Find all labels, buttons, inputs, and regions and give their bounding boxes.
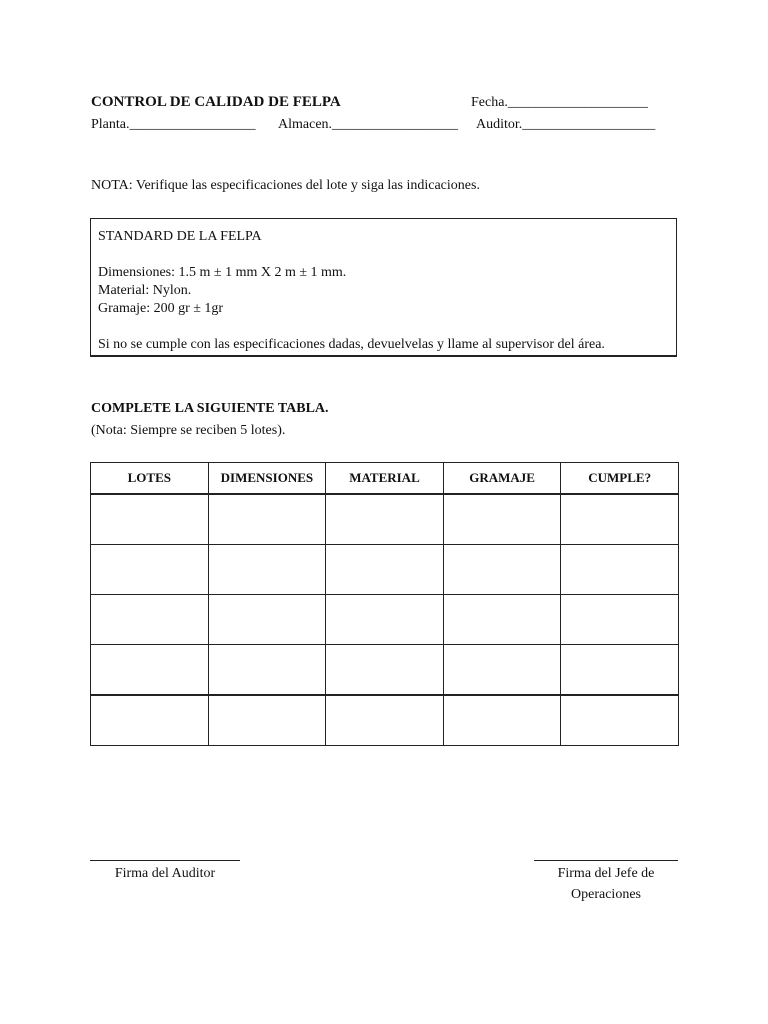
fecha-field[interactable]: Fecha.____________________ — [471, 95, 648, 110]
table-row — [91, 494, 679, 545]
auditor-signature-line[interactable] — [90, 860, 240, 861]
table-cell[interactable] — [208, 545, 326, 595]
table-cell[interactable] — [326, 545, 444, 595]
table-section-note: (Nota: Siempre se reciben 5 lotes). — [91, 423, 286, 438]
table-cell[interactable] — [91, 695, 209, 746]
almacen-field[interactable]: Almacen.__________________ — [278, 117, 459, 132]
table-cell[interactable] — [326, 595, 444, 645]
nota-text: NOTA: Verifique las especificaciones del lote y siga las indicaciones. — [91, 178, 480, 193]
jefe-signature-line[interactable] — [534, 860, 678, 861]
form-title: CONTROL DE CALIDAD DE FELPA — [91, 94, 341, 110]
table-row — [91, 645, 679, 696]
table-section-title: COMPLETE LA SIGUIENTE TABLA. — [91, 401, 329, 416]
table-cell[interactable] — [208, 595, 326, 645]
table-cell[interactable] — [443, 695, 561, 746]
table-row — [91, 545, 679, 595]
table-cell[interactable] — [561, 545, 679, 595]
table-cell[interactable] — [208, 494, 326, 545]
table-cell[interactable] — [326, 695, 444, 746]
table-cell[interactable] — [208, 695, 326, 746]
table-cell[interactable] — [91, 494, 209, 545]
table-cell[interactable] — [443, 645, 561, 696]
standard-warning: Si no se cumple con las especificaciones dadas, devuelvelas y llame al supervisor del área. — [98, 337, 605, 352]
jefe-signature-label: Firma del Jefe de Operaciones — [557, 866, 655, 902]
table-cell[interactable] — [561, 645, 679, 696]
table-cell[interactable] — [91, 595, 209, 645]
auditor-field[interactable]: Auditor.___________________ — [476, 117, 656, 132]
table-row — [91, 595, 679, 645]
table-cell[interactable] — [208, 645, 326, 696]
standard-heading: STANDARD DE LA FELPA — [98, 229, 262, 244]
col-material: MATERIAL — [326, 463, 444, 495]
table-cell[interactable] — [443, 494, 561, 545]
col-dimensiones: DIMENSIONES — [208, 463, 326, 495]
table-cell[interactable] — [326, 645, 444, 696]
standard-material: Material: Nylon. — [98, 283, 192, 298]
lotes-table — [90, 462, 679, 746]
table-cell[interactable] — [443, 595, 561, 645]
table-cell[interactable] — [443, 545, 561, 595]
table-cell[interactable] — [326, 494, 444, 545]
col-gramaje: GRAMAJE — [443, 463, 561, 495]
table-cell[interactable] — [91, 545, 209, 595]
table-header-row — [91, 463, 679, 495]
standard-gramaje: Gramaje: 200 gr ± 1gr — [98, 301, 224, 316]
standard-box — [90, 218, 677, 357]
col-lotes: LOTES — [91, 463, 209, 495]
table-cell[interactable] — [561, 595, 679, 645]
auditor-signature-label: Firma del Auditor — [114, 866, 216, 881]
table-cell[interactable] — [561, 494, 679, 545]
table-row — [91, 695, 679, 746]
table-cell[interactable] — [561, 695, 679, 746]
planta-field[interactable]: Planta.__________________ — [91, 117, 256, 132]
standard-dimensiones: Dimensiones: 1.5 m ± 1 mm X 2 m ± 1 mm. — [98, 265, 347, 280]
col-cumple: CUMPLE? — [561, 463, 679, 495]
table-cell[interactable] — [91, 645, 209, 696]
